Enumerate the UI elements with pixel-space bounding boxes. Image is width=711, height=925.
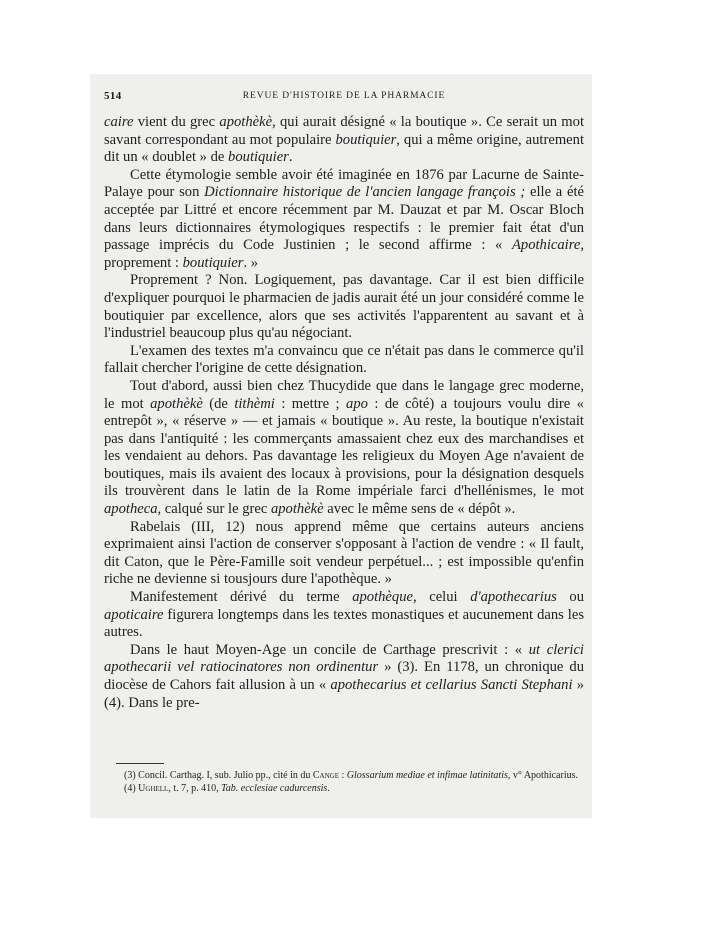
- paragraph: [104, 343, 584, 378]
- italic-text: caire: [104, 114, 134, 130]
- paragraph: [104, 642, 584, 712]
- small-caps-text: Cange: [312, 770, 339, 781]
- text-run: . »: [243, 254, 259, 271]
- page-header: [104, 88, 584, 104]
- paragraph: [104, 167, 584, 273]
- text-run: ou: [556, 589, 584, 606]
- footnote: [104, 770, 584, 783]
- italic-text: boutiquier: [182, 254, 244, 271]
- italic-text: apothèkè: [270, 501, 324, 518]
- italic-text: apoticaire: [104, 606, 164, 623]
- text-run: vient du grec: [133, 114, 220, 130]
- text-run: , celui: [412, 589, 471, 606]
- italic-text: apothèkè: [219, 114, 273, 130]
- footnote: [104, 783, 584, 796]
- text-run: (4): [124, 782, 139, 794]
- paragraph: [104, 378, 584, 519]
- paragraph: [104, 272, 584, 342]
- italic-text: apotheca: [104, 501, 158, 518]
- italic-text: Tab. ecclesiae cadurcensis: [221, 782, 328, 794]
- text-run: » (3). En 1178, un chronique du diocèse de Cahors fait allusion à un «: [104, 659, 584, 693]
- text-run: , v° Apothicarius.: [507, 770, 578, 781]
- italic-text: boutiquier: [335, 131, 397, 148]
- italic-text: apo: [346, 395, 368, 412]
- footnotes: [104, 770, 584, 795]
- text-run: » (4). Dans le pre-: [104, 677, 584, 711]
- small-caps-text: Ughell: [138, 782, 169, 794]
- text-run: : de côté) a toujours voulu dire « entrepôt », « réserve » — et jamais « boutique ». Au reste, la boutique n'existait pas dans l'antiquité : les commerçants amassaient chez eux des marchandises et les vendaient au dehors. Pas davantage les religieux du Moyen Age n'avaient de boutiques, mais ils avaient des locaux à provisions, pour la désignation desquels ils trouvèrent dans le latin de la Rome impériale farci d'hellénismes, le mot: [104, 395, 584, 500]
- text-run: Dans le haut Moyen-Age un concile de Carthage prescrivit : «: [130, 641, 529, 658]
- text-run: Tout d'abord, aussi bien chez Thucydide que dans le langage grec moderne, le mot: [104, 377, 584, 412]
- text-run: , t. 7, p. 410,: [168, 782, 222, 794]
- footnote-rule: [116, 763, 164, 764]
- text-run: .: [288, 149, 293, 166]
- italic-text: tithèmi: [234, 395, 275, 412]
- text-run: (3) Concil. Carthag. I, sub. Julio pp., cité in du: [124, 770, 313, 781]
- italic-text: Dictionnaire historique de l'ancien langage françois ;: [204, 184, 526, 201]
- text-run: L'examen des textes m'a convaincu que ce n'était pas dans le commerce qu'il fallait chercher l'origine de cette désignation.: [104, 342, 584, 377]
- paragraph: [104, 519, 584, 589]
- text-run: : mettre ;: [274, 395, 347, 412]
- text-run: Proprement ? Non. Logiquement, pas davantage. Car il est bien difficile d'expliquer pourquoi le pharmacien de jadis aurait été un jour considéré comme le boutiquier par excellence, alors que ses activités l'apparentent au savant et à l'industriel beaucoup plus qu'au négociant.: [104, 272, 584, 342]
- text-run: , proprement :: [104, 237, 584, 271]
- text-run: Rabelais (III, 12) nous apprend même que certains auteurs anciens exprimaient ainsi l'action de conserver s'opposant à l'action de vendre : « Il fault, dit Caton, que le Père-Famille soit vendeur perpétuel... ; est impossible qu'enfin riche ne devienne si tousjours dure l'apothèque. »: [104, 518, 584, 588]
- text-run: (de: [202, 395, 235, 412]
- text-run: figurera longtemps dans les textes monastiques et aucunement dans les autres.: [104, 606, 584, 641]
- running-title: REVUE D'HISTOIRE DE LA PHARMACIE: [242, 91, 446, 101]
- italic-text: Apothicaire: [511, 237, 581, 254]
- text-run: avec le même sens de « dépôt ».: [323, 501, 516, 518]
- text-run: Manifestement dérivé du terme: [130, 589, 353, 606]
- italic-text: d'apothecarius: [470, 589, 557, 606]
- text-run: , qui a même origine, autrement dit un « doublet » de: [104, 131, 584, 166]
- text-run: , calqué sur le grec: [157, 501, 271, 518]
- text-run: .: [327, 782, 330, 794]
- italic-text: apothecarius et cellarius Sancti Stephani: [330, 677, 573, 693]
- page-number: 514: [104, 90, 122, 102]
- text-run: Cette étymologie semble avoir été imaginée en 1876 par Lacurne de Sainte-Palaye pour son: [104, 166, 584, 201]
- italic-text: Glossarium mediae et infimae latinitatis: [346, 770, 508, 781]
- text-run: , qui aurait désigné « la boutique ». Ce serait un mot savant correspondant au mot populaire: [104, 114, 585, 148]
- text-run: elle a été acceptée par Littré et encore récemment par M. Dauzat et par M. Oscar Bloch dans leurs dictionnaires étymologiques respectifs : le premier fait état d'un passage imprécis du Code Justinien ; le second affirme : «: [104, 184, 584, 254]
- italic-text: apothèque: [352, 589, 413, 606]
- paragraph: [104, 589, 584, 642]
- italic-text: apothèkè: [150, 395, 203, 412]
- text-run: :: [339, 770, 347, 781]
- body-text: [104, 114, 584, 712]
- italic-text: ut clerici apothecarii vel ratiocinatores non ordinentur: [104, 641, 584, 676]
- paragraph: [104, 114, 584, 167]
- italic-text: boutiquier: [228, 149, 289, 166]
